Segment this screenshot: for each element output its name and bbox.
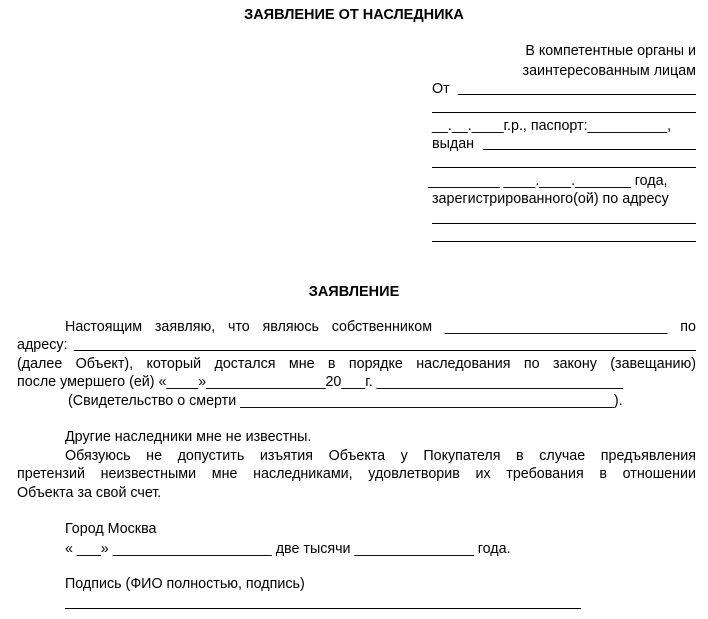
- issued-label: выдан: [432, 136, 475, 152]
- registered-label: зарегистрированного(ой) по адресу: [432, 191, 669, 207]
- address-label: адресу:: [17, 337, 68, 353]
- other-heirs-text: Другие наследники мне не известны.: [65, 429, 312, 445]
- issued-by-line-2[interactable]: [432, 167, 696, 168]
- from-label: От: [432, 81, 450, 97]
- addressee-line-2: заинтересованным лицам: [522, 63, 696, 79]
- statement-line-1: Настоящим заявляю, что являюсь собственником ____________________________ по: [65, 319, 696, 335]
- dob-passport-line[interactable]: __.__.____г.р., паспорт:__________,: [432, 118, 672, 134]
- from-name-line[interactable]: [458, 94, 696, 95]
- statement-heading: ЗАЯВЛЕНИЕ: [308, 284, 400, 300]
- sign-date-line[interactable]: « ___» ____________________ две тысячи _______________ года.: [65, 541, 511, 557]
- issue-date-line[interactable]: _________ ____.____._______ года,: [428, 173, 668, 189]
- obligation-line-3: Объекта за свой счет.: [17, 485, 162, 501]
- addressee-line-1: В компетентные органы и: [525, 43, 696, 59]
- address-line-1[interactable]: [432, 223, 696, 224]
- document-title: ЗАЯВЛЕНИЕ ОТ НАСЛЕДНИКА: [244, 7, 464, 23]
- signature-line[interactable]: [65, 608, 581, 609]
- statement-line-5: (Свидетельство о смерти _______________________________________________).: [68, 393, 623, 409]
- from-extra-line[interactable]: [432, 112, 696, 113]
- statement-line-4: после умершего (ей) «____»_______________20___г. _______________________________: [17, 374, 624, 390]
- signature-label: Подпись (ФИО полностью, подпись): [65, 576, 305, 592]
- statement-line-3: (далее Объект), который достался мне в порядке наследования по закону (завещанию): [17, 356, 696, 372]
- obligation-line-2: претензий неизвестными мне наследниками, удовлетворив их требования в отношении: [17, 466, 696, 482]
- issued-by-line[interactable]: [483, 149, 696, 150]
- object-address-line[interactable]: [74, 350, 696, 351]
- obligation-line-1: Обязуюсь не допустить изъятия Объекта у Покупателя в случае предъявления: [65, 448, 696, 464]
- city-text: Город Москва: [65, 521, 157, 537]
- address-line-2[interactable]: [432, 241, 696, 242]
